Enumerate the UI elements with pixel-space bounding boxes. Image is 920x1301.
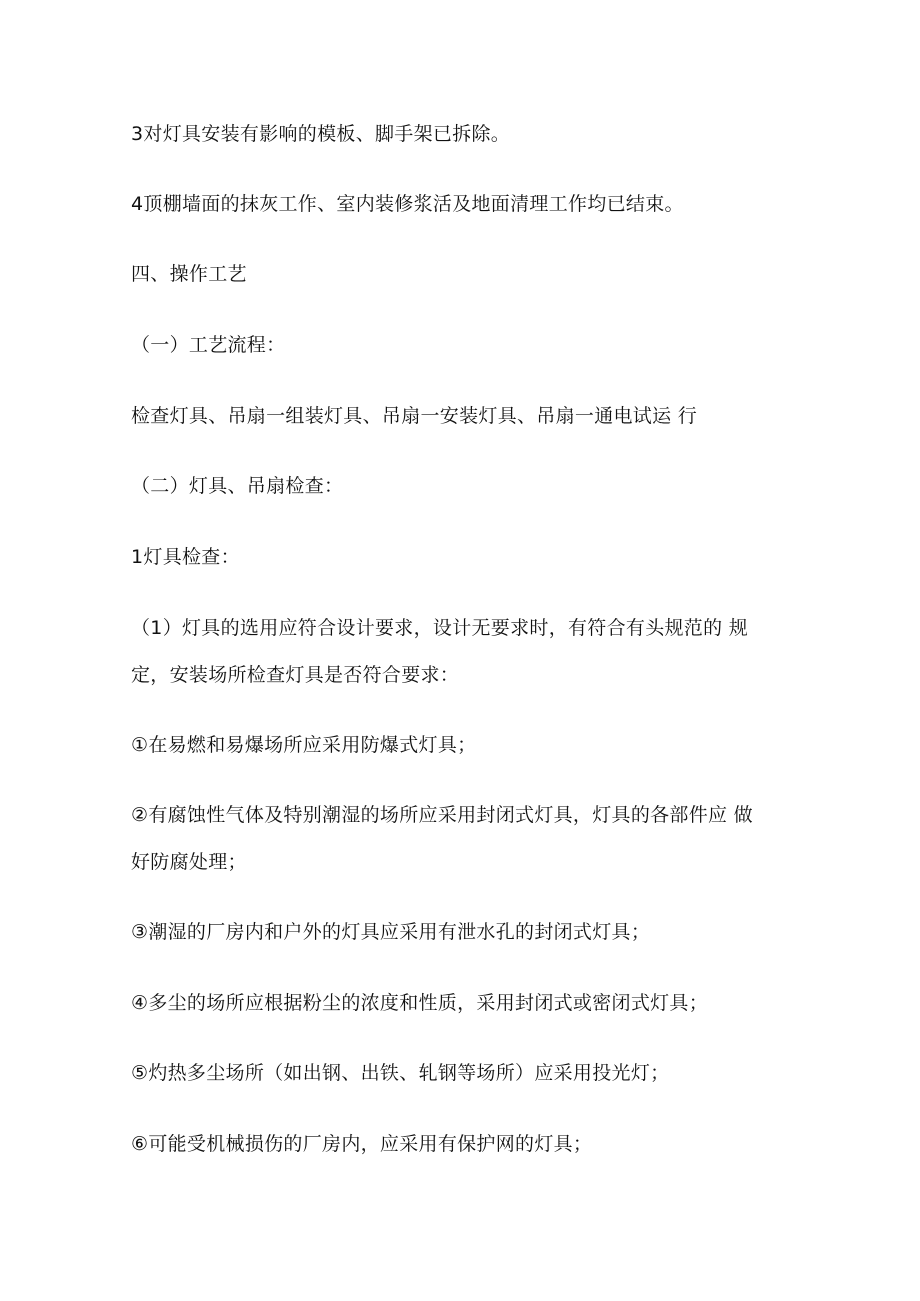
section-heading: 四、操作工艺	[131, 263, 247, 285]
list-item-3: ③潮湿的厂房内和户外的灯具应采用有泄水孔的封闭式灯具；	[131, 921, 651, 943]
paragraph-line-4: 定，安装场所检查灯具是否符合要求：	[131, 664, 460, 686]
list-item-6: ⑥可能受机械损伤的厂房内，应采用有保护网的灯具；	[131, 1133, 593, 1155]
list-item-5: ⑤灼热多尘场所（如出钢、出铁、轧钢等场所）应采用投光灯；	[131, 1062, 670, 1084]
item-heading: 1灯具检查：	[131, 546, 240, 568]
list-item-4: ④多尘的场所应根据粉尘的浓度和性质，采用封闭式或密闭式灯具；	[131, 992, 709, 1014]
list-item-2-continued: 好防腐处理；	[131, 851, 247, 873]
paragraph-line-3: （1）灯具的选用应符合设计要求，设计无要求时，有符合有头规范的 规	[131, 617, 749, 639]
paragraph-line-1: 3对灯具安装有影响的模板、脚手架已拆除。	[131, 123, 511, 145]
subsection-heading-1: （一）工艺流程：	[131, 334, 286, 356]
list-item-1: ①在易燃和易爆场所应采用防爆式灯具；	[131, 734, 477, 756]
list-item-2: ②有腐蚀性气体及特别潮湿的场所应采用封闭式灯具，灯具的各部件应 做	[131, 804, 753, 826]
subsection-heading-2: （二）灯具、吊扇检查：	[131, 475, 344, 497]
process-flow-line: 检查灯具、吊扇一组装灯具、吊扇一安装灯具、吊扇一通电试运 行	[131, 405, 698, 427]
paragraph-line-2: 4顶棚墙面的抹灰工作、室内装修浆活及地面清理工作均已结束。	[131, 193, 684, 215]
